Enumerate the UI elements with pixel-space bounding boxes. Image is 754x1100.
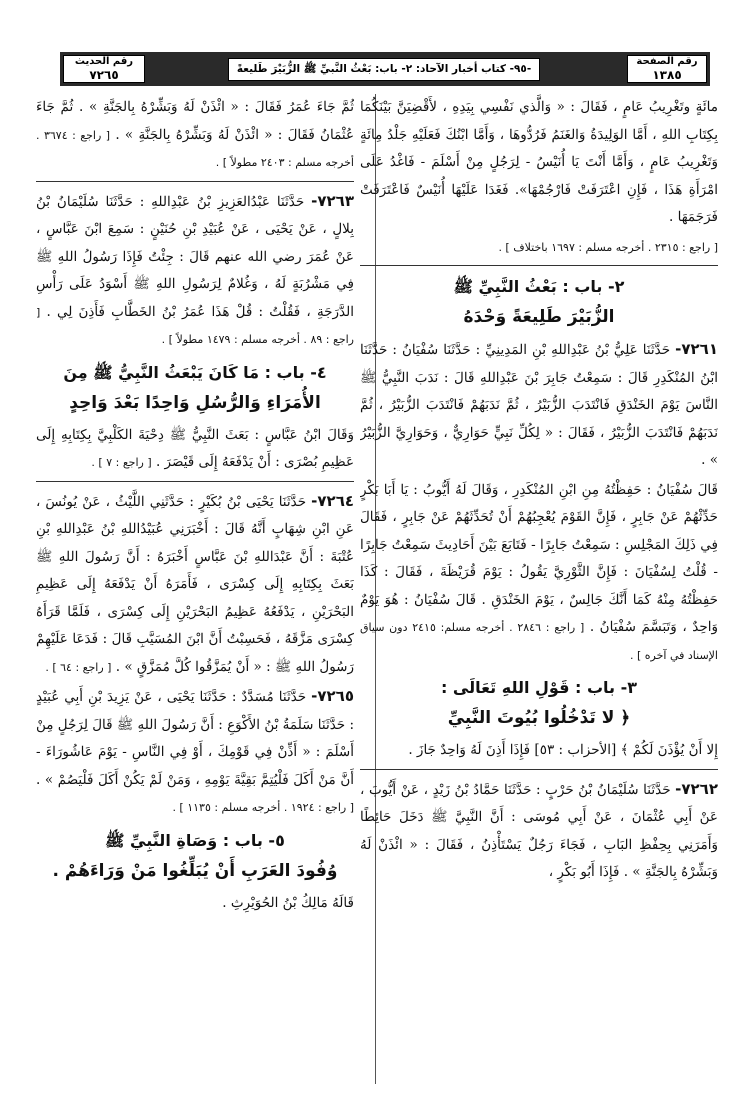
hadith-number: ٧٢٦٢- — [675, 779, 718, 798]
separator-rule — [360, 769, 718, 770]
page-number-box — [627, 55, 707, 83]
reference: [ راجع : ٣٦٧٤ . أخرجه مسلم : ٢٤٠٣ مطولاً ] . — [36, 128, 354, 169]
reference: [ راجع : ٦٤ ] . — [45, 660, 112, 674]
reference: [ راجع : ٧ ] . — [91, 456, 152, 469]
hadith-7264 — [36, 488, 354, 682]
hadith-text: حَدَّثَنَا سُلَيْمَانُ بْنُ حَرْبٍ : حَدَّثَنَا حَمَّادُ بْنُ زَيْدٍ ، عَنْ أَيُّوبَ ، عَنْ أَبِي عُثْمَانَ ، عَنْ أَبِي مُوسَى : أَنَّ النَّبِيَّ ﷺ دَخَلَ حَائِطًا وَأَمَرَنِي بِحِفْظِ البَابِ ، فَجَاءَ رَجُلٌ يَسْتَأْذِنُ ، فَقَالَ : « ائْذَنْ لَهُ وَبَشِّرْهُ بِالجَنَّةِ » . فَإِذَا أَبُو بَكْرٍ ، — [360, 781, 718, 880]
paragraph — [36, 890, 354, 918]
paragraph — [360, 477, 718, 670]
page-number: ١٣٨٥ — [652, 68, 682, 82]
hadith-text: حَدَّثَنَا عَبْدُالعَزِيزِ بْنُ عَبْدِاللهِ : حَدَّثَنَا سُلَيْمَانُ بْنُ بِلالٍ ، عَنْ يَحْيَى ، عَنْ عُبَيْدِ بْنِ حُنَيْنٍ : سَمِعَ ابْنَ عَبَّاسٍ ، عَنْ عُمَرَ رضي الله عنهم قَالَ : جِئْتُ فَإِذَا رَسُولُ اللهِ ﷺ فِي مَشْرُبَةٍ لَهُ ، وَغُلامٌ لِرَسُولِ اللهِ ﷺ أَسْوَدُ عَلَى رَأْسِ الدَّرَجَةِ ، فَقُلْتُ : قُلْ هَذَا عُمَرُ بْنُ الخَطَّابِ فَأَذِنَ لِي . — [36, 193, 354, 320]
hadith-7263 — [36, 188, 354, 354]
hadith-text: حَدَّثَنَا مُسَدَّدٌ : حَدَّثَنَا يَحْيَى ، عَنْ يَزِيدَ بْنِ أَبِي عُبَيْدٍ : حَدَّثَنَا سَلَمَةُ بْنُ الأَكْوَعِ : أَنَّ رَسُولَ اللهِ ﷺ قَالَ لِرَجُلٍ مِنْ أَسْلَمَ : « أَذِّنْ فِي قَوْمِكَ ، أَوْ فِي النَّاسِ - يَوْمَ عَاشُورَاءَ - أَنَّ مَنْ أَكَلَ فَلْيُتِمَّ بَقِيَّةَ يَوْمِهِ ، وَمَنْ لَمْ يَكُنْ أَكَلَ فَلْيَصُمْ » . — [36, 689, 354, 788]
separator-rule — [360, 265, 718, 266]
paragraph — [36, 422, 354, 477]
paragraph — [360, 94, 718, 232]
hadith-number: ٧٢٦١- — [675, 340, 718, 358]
hadith-number: ٧٢٦٥ — [89, 68, 119, 82]
hadith-7261 — [360, 336, 718, 475]
hadith-text: حَدَّثَنَا يَحْيَى بْنُ بُكَيْرٍ : حَدَّثَنِي اللَّيْثُ ، عَنْ يُونُسَ ، عَنِ ابْنِ شِهَابٍ أَنَّهُ قَالَ : أَخْبَرَنِي عُبَيْدُاللهِ بْنُ عَبْدِاللهِ بْنِ عُتْبَةَ : أَنَّ عَبْدَاللهِ بْنَ عَبَّاسٍ أَخْبَرَهُ : أَنَّ رَسُولَ اللهِ ﷺ بَعَثَ بِكِتَابِهِ إِلَى كِسْرَى ، فَأَمَرَهُ أَنْ يَدْفَعَهُ إِلَى عَظِيمِ البَحْرَيْنِ ، يَدْفَعُهُ عَظِيمُ البَحْرَيْنِ إِلَى كِسْرَى ، فَلَمَّا قَرَأَهُ كِسْرَى مَزَّقَهُ ، فَحَسِبْتُ أَنَّ ابْنَ المُسَيَّبِ قَالَ : فَدَعَا عَلَيْهِمْ رَسُولُ اللهِ ﷺ : « أَنْ يُمَزَّقُوا كُلَّ مُمَزَّقٍ » . — [36, 493, 354, 675]
reference: [ راجع : ٢٣١٥ . أخرجه مسلم : ١٦٩٧ باختلاف ] . — [498, 240, 718, 254]
reference: [ راجع : ١٩٢٤ . أخرجه مسلم : ١١٣٥ ] . — [172, 801, 354, 814]
chapter-heading-line: ﴿ لا تَدْخُلُوا بُيُوتَ النَّبِيِّ — [447, 708, 631, 728]
paragraph-text: قَالَهُ مَالِكُ بْنُ الحُوَيْرِثِ . — [222, 894, 354, 911]
page-header — [60, 52, 710, 86]
chapter-heading-line: وُفُودَ العَرَبِ أَنْ يُبَلِّغُوا مَنْ وَرَاءَهُمْ . — [52, 860, 338, 881]
chapter-heading-line: الزُّبَيْرَ طَلِيعَةً وَحْدَهُ — [463, 307, 615, 327]
right-column — [360, 94, 718, 1084]
paragraph-text: قَالَ سُفْيَانُ : حَفِظْتُهُ مِنِ ابْنِ المُنْكَدِرِ ، وَقَالَ لَهُ أَيُّوبُ : يَا أَبَا بَكْرٍ حَدِّثْهُمْ عَنْ جَابِرٍ ، فَإِنَّ القَوْمَ يُعْجِبُهُمْ أَنْ تُحَدِّثَهُمْ عَنْ جَابِرٍ ، فَقَالَ فِي ذَلِكَ المَجْلِسِ : سَمِعْتُ جَابِرًا - فَتَابَعَ بَيْنَ أَحَادِيثَ سَمِعْتُ جَابِرًا - قُلْتُ لِسُفْيَانَ : فَإِنَّ الثَّوْرِيَّ يَقُولُ : يَوْمَ قُرَيْظَةَ ، فَقَالَ : كَذَا حَفِظْتُهُ مِنْهُ كَمَا أَنَّكَ جَالِسٌ ، يَوْمَ الخَنْدَقِ . قَالَ سُفْيَانُ : هُوَ يَوْمٌ وَاحِدٌ ، وَتَبَسَّمَ سُفْيَانُ . — [360, 481, 718, 635]
hadith-text: حَدَّثَنَا عَلِيُّ بْنُ عَبْدِاللهِ بْنِ المَدِينِيِّ : حَدَّثَنَا سُفْيَانُ : حَدَّثَنَا ابْنُ المُنْكَدِرِ قَالَ : سَمِعْتُ جَابِرَ بْنَ عَبْدِاللهِ قَالَ : نَدَبَ النَّبِيُّ ﷺ النَّاسَ يَوْمَ الخَنْدَقِ فَانْتَدَبَ الزُّبَيْرُ ، ثُمَّ نَدَبَهُمْ فَانْتَدَبَ الزُّبَيْرُ ، ثُمَّ نَدَبَهُمْ فَانْتَدَبَ الزُّبَيْرُ ، فَقَالَ : « لِكُلِّ نَبِيٍّ حَوَارِيٌّ ، وَحَوَارِيَّ الزُّبَيْرُ » . — [360, 342, 718, 468]
chapter-heading-line: ٣- باب : قَوْلِ اللهِ تَعَالَى : — [440, 678, 638, 697]
running-title: -٩٥- كتاب أخبار الآحاد: ٢- باب: بَعْثُ النَّبيِّ ﷺ الزُّبَيْرَ طَليعةً — [236, 63, 532, 75]
paragraph — [36, 94, 354, 177]
chapter-heading-line: الأُمَرَاءِ وَالرُّسُلِ وَاحِدًا بَعْدَ وَاحِدٍ — [69, 392, 321, 413]
page-number-label: رقم الصفحة — [636, 56, 698, 67]
chapter-heading-line: ٥- باب : وَصَاةِ النَّبِيِّ ﷺ — [105, 830, 285, 850]
chapter-heading-line: ٤- باب : مَا كَانَ يَبْعَثُ النَّبِيُّ ﷺ مِنَ — [63, 362, 327, 382]
paragraph-text: مائَةٍ وتَغْرِيبُ عَامٍ ، فَقَالَ : « وَالَّذي نَفْسِي بِيَدِهِ ، لأَقْضِيَنَّ بَيْنَكُمَا بِكِتَابِ اللهِ ، أَمَّا الوَلِيدَةُ وَالغَنَمُ فَرُدُّوهَا ، وَأَمَّا ابْنُكَ فَعَلَيْهِ جَلْدُ مِائَةٍ وَتَغْرِيبُ عَامٍ ، وَأَمَّا أَنْتَ يَا أُنَيْسُ - لِرَجُلٍ مِنْ أَسْلَمَ - فَاغْدُ عَلَى امْرَأَةِ هَذَا ، فَإِنِ اعْتَرَفَتْ فَارْجُمْهَا». فَغَدَا عَلَيْهَا أُنَيْسٌ فَاعْتَرَفَتْ فَرَجَمَهَا . — [360, 99, 718, 225]
hadith-7265 — [36, 683, 354, 822]
hadith-number: ٧٢٦٤- — [311, 491, 354, 510]
paragraph-text: إِلا أَنْ يُؤْذَنَ لَكُمْ ﴾ [الأحزاب : ٥٣] فَإِذَا أَذِنَ لَهُ وَاحِدٌ جَازَ . — [408, 742, 718, 758]
separator-rule — [36, 481, 354, 482]
reference: [ راجع : ٨٩ . أخرجه مسلم : ١٤٧٩ مطولاً ] . — [36, 305, 354, 346]
running-title-box — [228, 58, 540, 81]
left-column — [36, 94, 354, 1084]
separator-rule — [36, 181, 354, 182]
chapter-heading-5 — [36, 826, 354, 886]
hadith-7262 — [360, 776, 718, 887]
hadith-number: ٧٢٦٣- — [311, 191, 354, 210]
chapter-heading-3 — [360, 673, 718, 733]
paragraph-text: ثُمَّ جَاءَ عُمَرُ فَقَالَ : « ائْذَنْ لَهُ وَبَشِّرْهُ بِالجَنَّةِ » . ثُمَّ جَاءَ عُثْمَانُ فَقَالَ : « ائْذَنْ لَهُ وَبَشِّرْهُ بِالجَنَّةِ » . — [36, 99, 354, 143]
paragraph-text: وَقَالَ ابْنُ عَبَّاسٍ : بَعَثَ النَّبِيُّ ﷺ دِحْيَةَ الكَلْبِيَّ بِكِتَابِهِ إِلَى عَظِيمِ بُصْرَى : أَنْ يَدْفَعَهُ إِلَى قَيْصَرَ . — [36, 426, 354, 470]
chapter-heading-line: ٢- باب : بَعْثُ النَّبِيِّ ﷺ — [453, 277, 625, 296]
hadith-number-box — [63, 55, 145, 83]
reference: [ راجع : ٢٨٤٦ . أخرجه مسلم: ٢٤١٥ دون سياق الإسناد في آخره ] . — [360, 621, 718, 662]
paragraph — [360, 737, 718, 765]
chapter-heading-2 — [360, 272, 718, 332]
hadith-number-label: رقم الحديث — [74, 56, 134, 67]
chapter-heading-4 — [36, 358, 354, 418]
hadith-number: ٧٢٦٥- — [311, 687, 354, 705]
